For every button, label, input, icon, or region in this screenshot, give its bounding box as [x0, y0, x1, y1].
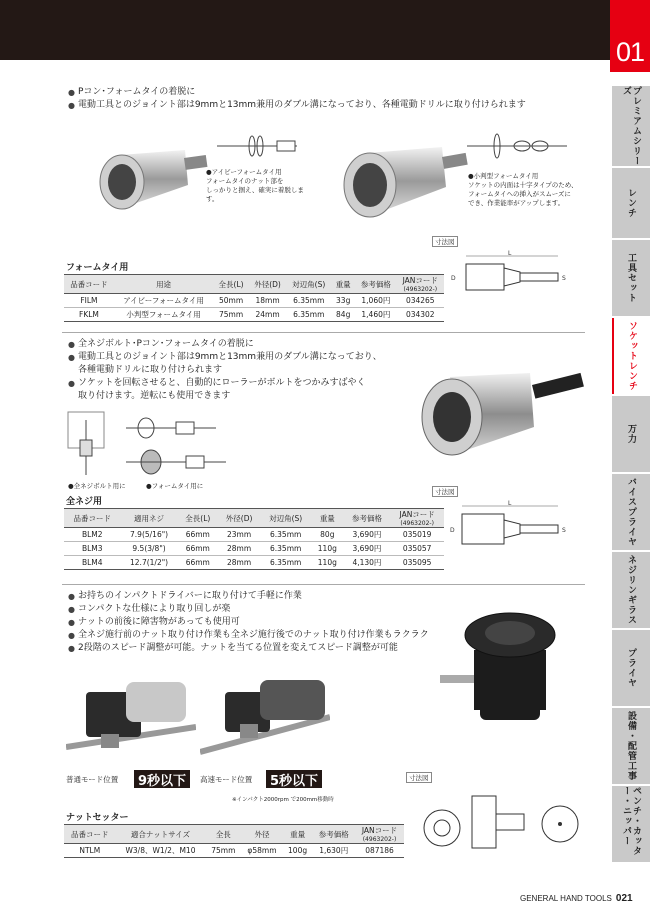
side-tab-pliers-cutter[interactable]	[612, 786, 650, 862]
cell: 3,690円	[344, 542, 391, 556]
side-tab-label: ネジリンギラス	[626, 555, 636, 625]
side-tab-label: ペンチ・カッター・ニッパー	[621, 786, 641, 856]
cell: 80g	[311, 528, 344, 542]
s1-note-right	[468, 172, 588, 208]
bullet-item: ● 全ネジボルト･Pコン･フォームタイの着脱に	[68, 338, 408, 351]
col-header: 重量	[311, 509, 344, 528]
cell: 6.35mm	[286, 308, 331, 322]
high-speed-mode-photo	[200, 662, 330, 767]
bullet-item: ● コンパクトな仕様により取り回しが楽	[68, 603, 488, 616]
s1-bullets	[68, 86, 588, 112]
cell: 4,130円	[344, 556, 391, 570]
svg-text:S: S	[562, 527, 566, 534]
cell: 035019	[390, 528, 444, 542]
col-header-jan	[397, 275, 444, 294]
col-header-jan	[390, 509, 444, 528]
note-line: ソケットの内面は十字タイプのため、	[468, 181, 578, 189]
bullet-continuation: 各種電動ドリルに取り付けられます	[78, 365, 223, 375]
col-header: 全長(L)	[213, 275, 249, 294]
cell: 3,690円	[344, 528, 391, 542]
formtie-diagram-1	[212, 132, 302, 162]
col-header-jan	[355, 825, 404, 844]
page-number: 021	[615, 893, 633, 904]
table-row	[64, 542, 444, 556]
caption-right: ●フォームタイ用に	[146, 482, 204, 490]
table-row	[64, 294, 444, 308]
bullet-item: ● 電動工具とのジョイント部は9mmと13mm兼用のダブル溝になっており、	[68, 351, 408, 364]
bullet-item: ● お持ちのインパクトドライバーに取り付けて手軽に作業	[68, 590, 488, 603]
jan-prefix: (4963202-)	[400, 520, 434, 527]
cell: 28mm	[218, 556, 260, 570]
col-header: 品番コード	[64, 825, 116, 844]
col-header: 参考価格	[355, 275, 396, 294]
cell: BLM4	[64, 556, 120, 570]
cell: FILM	[64, 294, 114, 308]
cell: 23mm	[218, 528, 260, 542]
col-header: 外径(D)	[218, 509, 260, 528]
col-header: 適用ネジ	[120, 509, 177, 528]
s1-note-left	[206, 168, 316, 204]
side-tab-label: バイスプライヤ	[626, 477, 636, 547]
cell: 110g	[311, 542, 344, 556]
cell: 100g	[283, 844, 313, 858]
side-tab-label: プライヤ	[626, 648, 636, 688]
bullet-item: ● ナットの前後に障害物があっても使用可	[68, 616, 488, 629]
note-line: しっかりと掴え、確実に着脱します。	[206, 186, 304, 203]
note-line: ●小判型フォームタイ用	[468, 172, 539, 180]
cell: 6.35mm	[286, 294, 331, 308]
cell: 66mm	[178, 542, 218, 556]
section-title-zenneji: 全ネジ用	[66, 497, 103, 507]
bullet-item: ● Pコン･フォームタイの着脱に	[68, 86, 588, 99]
cell: 75mm	[213, 308, 249, 322]
cell: 110g	[311, 556, 344, 570]
side-tab-wrench[interactable]	[612, 168, 650, 238]
side-tab-piping[interactable]	[612, 708, 650, 784]
col-header: 対辺角(S)	[286, 275, 331, 294]
cell: 66mm	[178, 528, 218, 542]
bullet-continuation: 取り付けます。逆転にも使用できます	[78, 391, 231, 401]
col-header: 対辺角(S)	[260, 509, 311, 528]
col-header: 全長(L)	[178, 509, 218, 528]
chapter-number	[610, 0, 650, 72]
normal-mode-label: 普通モード位置	[66, 775, 119, 784]
side-tab-vise[interactable]	[612, 396, 650, 472]
side-tab-label: プレミアムシリーズ	[621, 86, 641, 166]
note-line: フォームタイのナット部を	[206, 177, 284, 185]
dim-drawing-3	[420, 784, 590, 864]
s2-bullets	[68, 338, 408, 403]
side-tab-screw[interactable]	[612, 552, 650, 628]
cell: 50mm	[213, 294, 249, 308]
cell: φ58mm	[241, 844, 283, 858]
normal-mode-photo	[66, 662, 196, 767]
note-line: ●アイビーフォームタイ用	[206, 168, 282, 176]
svg-text:D: D	[451, 275, 456, 282]
col-header: 参考価格	[344, 509, 391, 528]
table-row	[64, 528, 444, 542]
col-header: 外径(D)	[249, 275, 286, 294]
col-header: 品番コード	[64, 509, 120, 528]
socket-fklm-photo	[330, 125, 470, 225]
col-header: 品番コード	[64, 275, 114, 294]
high-mode-label: 高速モード位置	[200, 775, 253, 784]
svg-text:L: L	[508, 500, 512, 507]
col-header: 重量	[283, 825, 313, 844]
cell: NTLM	[64, 844, 116, 858]
side-tab-premium[interactable]	[612, 86, 650, 166]
col-header: 重量	[331, 275, 355, 294]
cell: 1,460円	[355, 308, 396, 322]
cell: 84g	[331, 308, 355, 322]
col-header: 適合ナットサイズ	[116, 825, 206, 844]
side-tab-label: レンチ	[626, 188, 636, 218]
blm-socket-photo	[410, 355, 590, 465]
note-line: でき、作業能率がアップします。	[468, 199, 565, 207]
side-tab-toolset[interactable]	[612, 240, 650, 316]
jan-prefix: (4963202-)	[403, 286, 438, 293]
blm-usage-diagrams	[66, 410, 306, 480]
cell: 6.35mm	[260, 556, 311, 570]
cell: BLM2	[64, 528, 120, 542]
cell: BLM3	[64, 542, 120, 556]
cell: 12.7(1/2")	[120, 556, 177, 570]
cell: 035057	[390, 542, 444, 556]
jan-label: JANコード	[399, 510, 435, 519]
col-header: 用途	[114, 275, 213, 294]
formtie-diagram-2	[462, 130, 572, 170]
divider	[62, 332, 585, 333]
cell: 小判型フォームタイ用	[114, 308, 213, 322]
side-tab-plier[interactable]	[612, 630, 650, 706]
cell: 33g	[331, 294, 355, 308]
cell: 1,630円	[312, 844, 355, 858]
col-header: 全長	[205, 825, 241, 844]
side-tab-label: 工具セット	[626, 253, 636, 303]
divider	[62, 584, 585, 585]
cell: 6.35mm	[260, 528, 311, 542]
cell: 087186	[355, 844, 404, 858]
table-row	[64, 844, 404, 858]
cell: 66mm	[178, 556, 218, 570]
note-line: フォームタイへの挿入がスムーズに	[468, 190, 571, 198]
high-mode-speed: 5秒以下	[266, 770, 322, 788]
cell: FKLM	[64, 308, 114, 322]
side-tab-label: ソケットレンチ	[627, 321, 637, 391]
cell: 75mm	[205, 844, 241, 858]
table-zenneji	[64, 508, 444, 570]
normal-mode-speed: 9秒以下	[134, 770, 190, 788]
svg-text:S: S	[562, 275, 566, 282]
footnote: ※インパクト2000rpm で200mm移動時	[232, 797, 334, 803]
s3-bullets	[68, 590, 488, 655]
table-row	[64, 556, 444, 570]
dim-drawing-1	[448, 250, 578, 300]
page-footer	[520, 893, 633, 904]
cell: 9.5(3/8")	[120, 542, 177, 556]
cell: 6.35mm	[260, 542, 311, 556]
caption-left: ●全ネジボルト用に	[68, 482, 126, 490]
header-bar	[0, 0, 610, 60]
table-row	[64, 308, 444, 322]
cell: 7.9(5/16")	[120, 528, 177, 542]
col-header: 参考価格	[312, 825, 355, 844]
cell: W3/8、W1/2、M10	[116, 844, 206, 858]
cell: アイビーフォームタイ用	[114, 294, 213, 308]
svg-text:L: L	[508, 250, 512, 257]
side-tab-socket[interactable]	[612, 318, 650, 394]
side-tab-label: 設備・配管工事	[626, 711, 636, 781]
svg-text:D: D	[450, 527, 455, 534]
cell: 18mm	[249, 294, 286, 308]
col-header: 外径	[241, 825, 283, 844]
cell: 28mm	[218, 542, 260, 556]
dim-label: 寸法図	[406, 772, 432, 783]
cell: 035095	[390, 556, 444, 570]
bullet-item: ● ソケットを回転させると、自動的にローラーがボルトをつかみすばやく	[68, 377, 408, 390]
dim-label: 寸法図	[432, 236, 458, 247]
dim-drawing-2	[448, 500, 578, 552]
side-tab-label: 万力	[626, 424, 636, 444]
bullet-item: ● 全ネジ施行前のナット取り付け作業も全ネジ施行後でのナット取り付け作業もラクラク	[68, 629, 488, 642]
chapter-number-text: 01	[615, 37, 645, 67]
side-tab-vise-plier[interactable]	[612, 474, 650, 550]
section-title-nutsetter: ナットセッター	[66, 813, 129, 823]
table-nutsetter	[64, 824, 404, 858]
bullet-item: ● 電動工具とのジョイント部は9mmと13mm兼用のダブル溝になっており、各種電動ドリルに取り付けられます	[68, 99, 588, 112]
dim-label: 寸法図	[432, 486, 458, 497]
jan-prefix: (4963202-)	[362, 836, 397, 843]
cell: 034265	[397, 294, 444, 308]
cell: 24mm	[249, 308, 286, 322]
cell: 1,060円	[355, 294, 396, 308]
table-formtie	[64, 274, 444, 322]
cell: 034302	[397, 308, 444, 322]
nut-setter-photo	[430, 605, 570, 730]
bullet-item: ● 2段階のスピード調整が可能。ナットを当てる位置を変えてスピード調整が可能	[68, 642, 488, 655]
socket-film-photo	[80, 130, 210, 220]
jan-label: JANコード	[361, 826, 398, 835]
footer-text: GENERAL HAND TOOLS	[520, 894, 612, 903]
section-title-formtie: フォームタイ用	[66, 263, 129, 273]
jan-label: JANコード	[402, 276, 438, 285]
